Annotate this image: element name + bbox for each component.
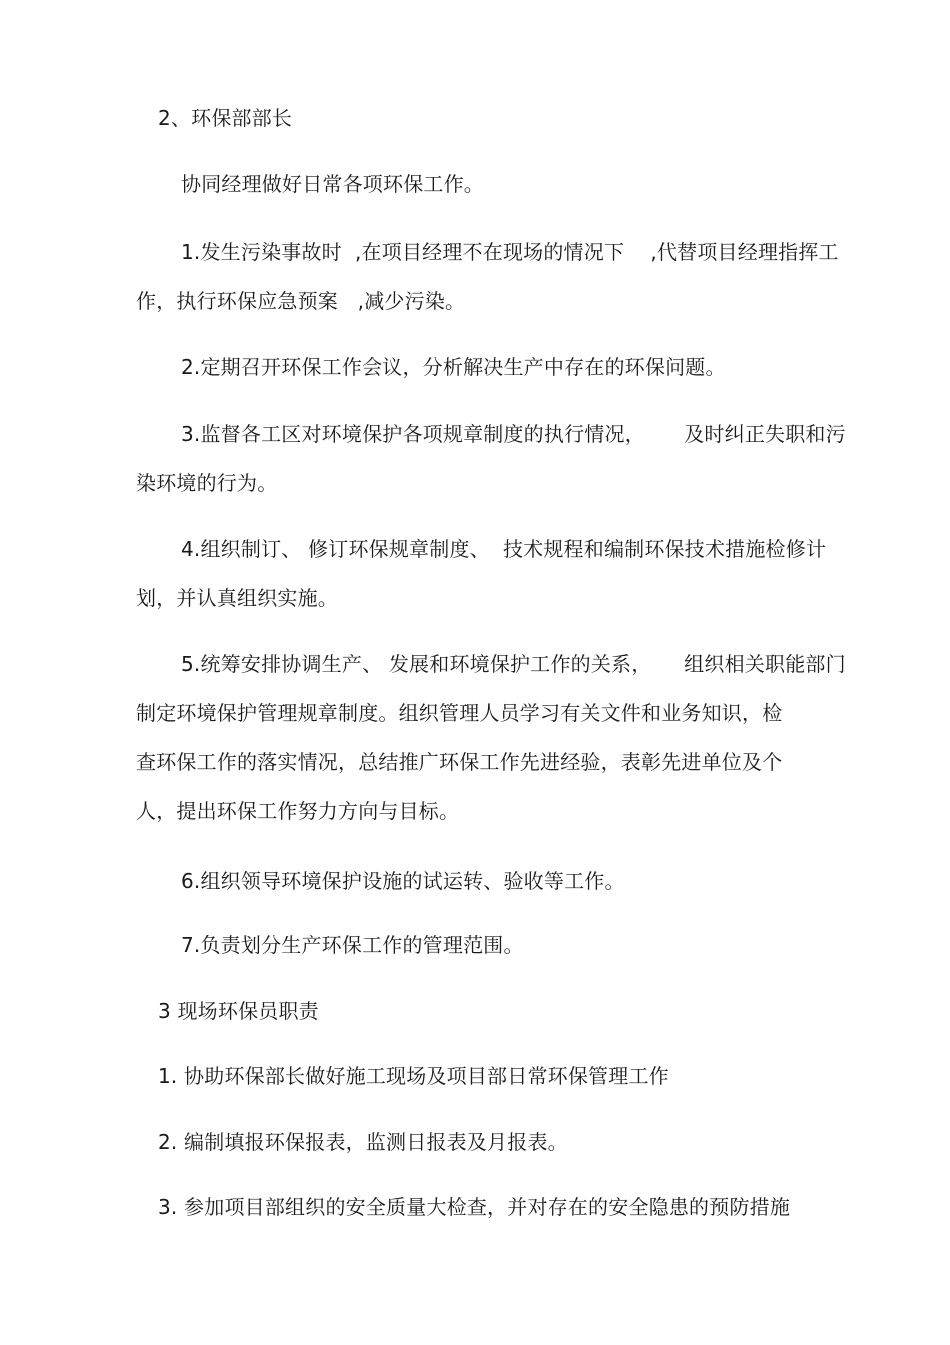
item6: 6.组织领导环境保护设施的试运转、验收等工作。: [181, 869, 625, 893]
section2-intro: 协同经理做好日常各项环保工作。: [181, 172, 484, 196]
section3-item3: 3. 参加项目部组织的安全质量大检查，并对存在的安全隐患的预防措施: [158, 1195, 791, 1219]
item3-line2: 染环境的行为。: [136, 471, 278, 495]
item5-line4: 人，提出环保工作努力方向与目标。: [136, 799, 460, 823]
item7: 7.负责划分生产环保工作的管理范围。: [181, 933, 524, 957]
item3-line1: 3.监督各工区对环境保护各项规章制度的执行情况， 及时纠正失职和污: [181, 422, 846, 446]
section3-item2: 2. 编制填报环保报表，监测日报表及月报表。: [158, 1130, 568, 1154]
item2: 2.定期召开环保工作会议，分析解决生产中存在的环保问题。: [181, 355, 726, 379]
section2-heading: 2、环保部部长: [158, 106, 293, 130]
item4-line2: 划，并认真组织实施。: [136, 586, 338, 610]
item5-line1: 5.统筹安排协调生产、 发展和环境保护工作的关系， 组织相关职能部门: [181, 652, 846, 676]
item4-line1: 4.组织制订、 修订环保规章制度、 技术规程和编制环保技术措施检修计: [181, 537, 827, 561]
item1-line2: 作，执行环保应急预案 ,减少污染。: [136, 289, 466, 313]
item5-line3: 查环保工作的落实情况，总结推广环保工作先进经验，表彰先进单位及个: [136, 750, 783, 774]
item5-line2: 制定环境保护管理规章制度。组织管理人员学习有关文件和业务知识，检: [136, 701, 783, 725]
section3-heading: 3 现场环保员职责: [158, 999, 319, 1023]
section3-item1: 1. 协助环保部长做好施工现场及项目部日常环保管理工作: [158, 1064, 669, 1088]
item1-line1: 1.发生污染事故时 ,在项目经理不在现场的情况下 ,代替项目经理指挥工: [181, 240, 839, 264]
